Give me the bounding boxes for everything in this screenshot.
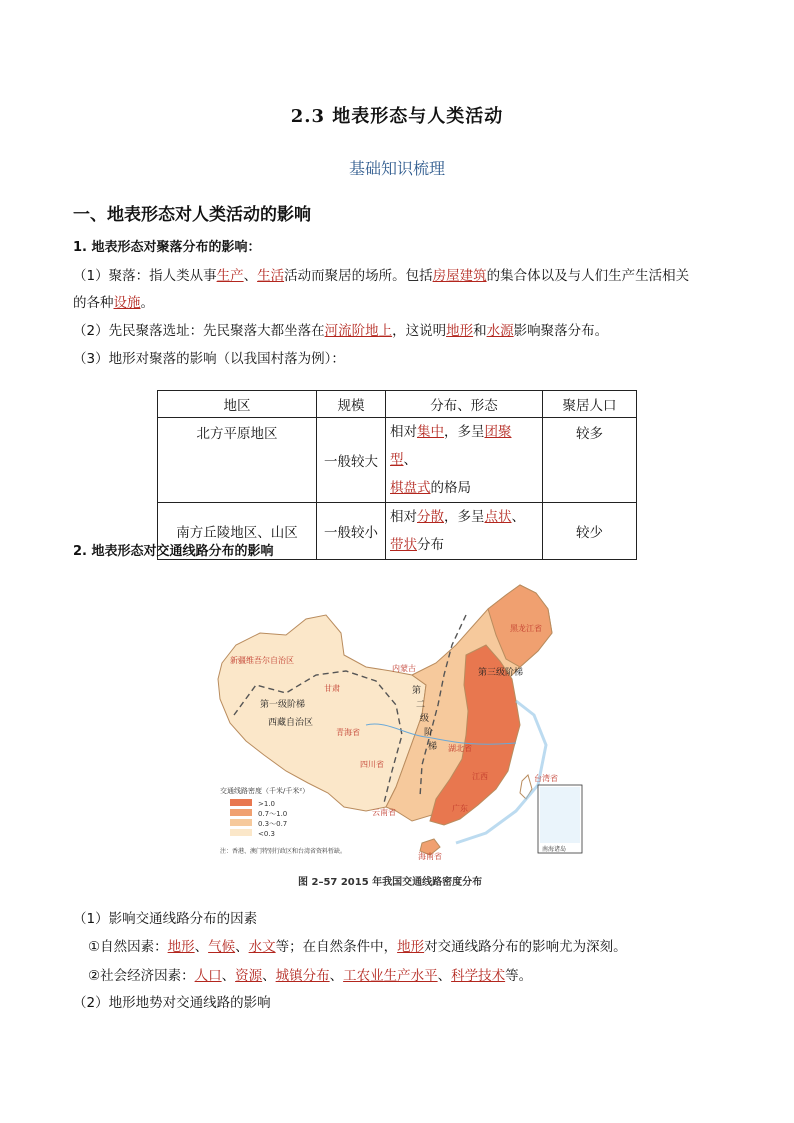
answer-text: 带状 — [390, 537, 417, 553]
legend-swatch — [230, 809, 252, 816]
map-label-hubei: 湖北省 — [448, 744, 472, 753]
inset-label: 南海诸岛 — [542, 846, 567, 853]
section-heading-1: 一、地表形态对人类活动的影响 — [73, 205, 311, 225]
answer-text: 点状 — [484, 509, 512, 525]
paragraph-terrain-influence: （3）地形对聚落的影响（以我国村落为例）： — [73, 351, 345, 367]
subsection-heading-transport: 2. 地表形态对交通线路分布的影响 — [73, 544, 274, 559]
paragraph-settlement-definition: （1）聚落：指人类从事生产、生活活动而聚居的场所。包括房屋建筑的集合体以及与人们生产生活相关 — [73, 268, 690, 284]
answer-text: 地形 — [446, 323, 474, 339]
page-subtitle: 基础知识梳理 — [348, 159, 445, 178]
answer-text: 集中 — [417, 424, 444, 440]
map-label-neimeng: 内蒙古 — [392, 664, 416, 673]
answer-text: 城镇分布 — [275, 968, 330, 984]
table-header-cell: 分布、形态 — [386, 391, 543, 418]
table-cell-scale: 一般较小 — [317, 503, 386, 560]
settlement-table — [157, 390, 637, 560]
table-cell-region: 南方丘陵地区、山区 — [158, 503, 317, 560]
answer-text: 生产 — [216, 268, 244, 284]
table-cell-distribution: 相对分散，多呈点状、 带状分布 — [386, 503, 543, 560]
answer-text: 水文 — [248, 939, 276, 955]
paragraph-natural-factors: ①自然因素：地形、气候、水文等；在自然条件中，地形对交通线路分布的影响尤为深刻。 — [88, 939, 627, 955]
map-legend — [220, 786, 346, 855]
paragraph-terrain-transport: （2）地形地势对交通线路的影响 — [73, 995, 271, 1011]
svg-text:梯: 梯 — [428, 742, 438, 752]
paragraph-site-selection: （2）先民聚落选址：先民聚落大都坐落在河流阶地上，这说明地形和水源影响聚落分布。 — [73, 323, 609, 339]
svg-text:阶: 阶 — [424, 728, 434, 738]
map-label-sichuan: 四川省 — [360, 760, 384, 769]
china-mainland-west — [218, 615, 426, 811]
map-label-step-2: 第 — [412, 686, 422, 696]
map-label-yunnan: 云南省 — [372, 808, 396, 817]
map-label-heilongjiang: 黑龙江省 — [510, 624, 542, 633]
table-cell-population: 较少 — [543, 503, 637, 560]
page-title: 2.3 地表形态与人类活动 — [290, 106, 504, 127]
answer-text: 房屋建筑 — [432, 268, 487, 284]
answer-text: 棋盘式 — [390, 480, 431, 496]
south-china-sea-inset — [538, 785, 582, 853]
map-label-taiwan: 台湾省 — [534, 774, 558, 783]
map-label-jiangxi: 江西 — [472, 772, 488, 781]
answer-text: 工农业生产水平 — [343, 968, 438, 984]
legend-label: >1.0 — [258, 800, 275, 808]
svg-text:二: 二 — [416, 700, 426, 710]
paragraph-socioeconomic-factors: ②社会经济因素：人口、资源、城镇分布、工农业生产水平、科学技术等。 — [88, 968, 533, 984]
map-label-qinghai: 青海省 — [336, 728, 360, 737]
legend-label: 0.3～0.7 — [258, 820, 288, 828]
answer-text: 地形 — [397, 939, 425, 955]
map-label-hainan: 海南省 — [418, 852, 442, 861]
table-cell-population: 较多 — [543, 418, 637, 503]
legend-label: <0.3 — [258, 830, 275, 838]
paragraph-transport-factors: （1）影响交通线路分布的因素 — [73, 911, 258, 927]
answer-text: 团聚型 — [390, 424, 512, 468]
table-row — [158, 418, 637, 503]
answer-text: 人口 — [194, 968, 222, 984]
map-label-step-1: 第一级阶梯 — [260, 700, 306, 710]
table-cell-region: 北方平原地区 — [158, 418, 317, 503]
legend-swatch — [230, 829, 252, 836]
paragraph-settlement-definition-cont: 的各种设施。 — [73, 295, 154, 311]
answer-text: 设施 — [113, 295, 141, 311]
map-label-guangdong: 广东 — [452, 804, 468, 813]
legend-swatch — [230, 799, 252, 806]
answer-text: 科学技术 — [451, 968, 506, 984]
map-note: 注：香港、澳门特别行政区和台湾省资料暂缺。 — [220, 848, 347, 855]
figure-caption: 图 2–57 2015 年我国交通线路密度分布 — [298, 877, 483, 888]
answer-text: 生活 — [257, 268, 285, 284]
table-header-cell: 规模 — [317, 391, 386, 418]
table-header-cell: 聚居人口 — [543, 391, 637, 418]
transport-density-map — [216, 575, 588, 865]
answer-text: 分散 — [417, 509, 444, 525]
answer-text: 河流阶地上 — [324, 323, 393, 339]
answer-text: 资源 — [235, 968, 263, 984]
answer-text: 水源 — [486, 323, 514, 339]
map-label-tibet: 西藏自治区 — [268, 718, 314, 728]
legend-label: 0.7～1.0 — [258, 810, 288, 818]
answer-text: 地形 — [167, 939, 195, 955]
legend-title: 交通线路密度（千米/千米²） — [220, 787, 310, 795]
table-cell-scale: 一般较大 — [317, 418, 386, 503]
map-label-step-3: 第三级阶梯 — [478, 668, 524, 678]
answer-text: 气候 — [208, 939, 236, 955]
map-label-xinjiang: 新疆维吾尔自治区 — [230, 656, 294, 665]
legend-swatch — [230, 819, 252, 826]
table-header-row — [158, 391, 637, 418]
map-label-gansu: 甘肃 — [324, 684, 340, 693]
svg-text:级: 级 — [420, 714, 430, 724]
table-cell-distribution: 相对集中，多呈团聚型、 棋盘式的格局 — [386, 418, 543, 503]
subsection-heading-settlement: 1. 地表形态对聚落分布的影响： — [73, 240, 261, 255]
table-header-cell: 地区 — [158, 391, 317, 418]
